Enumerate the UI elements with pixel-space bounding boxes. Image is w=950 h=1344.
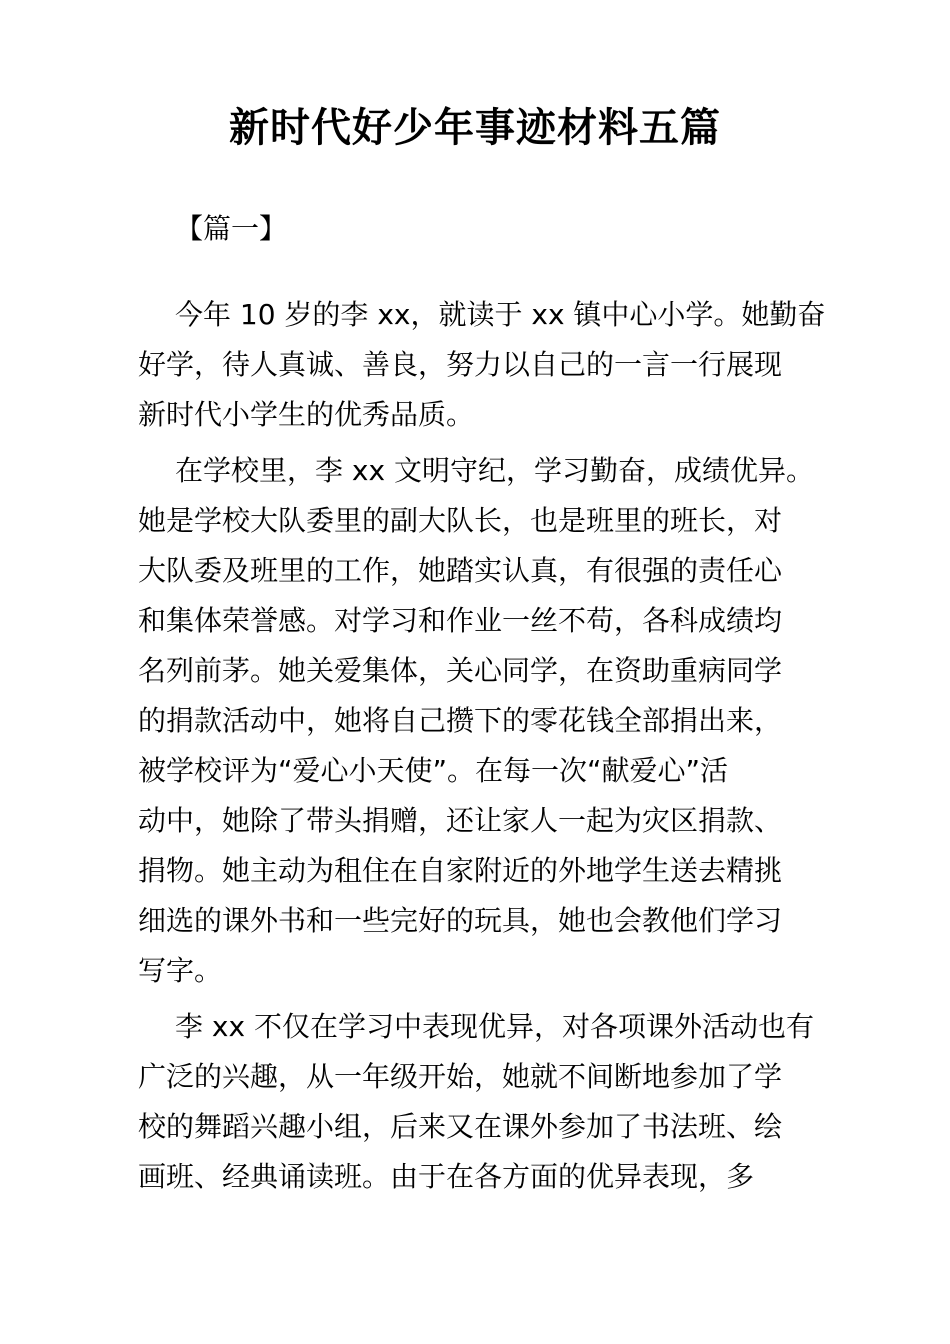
paragraph-line: 画班、经典诵读班。由于在各方面的优异表现，多 (138, 1160, 755, 1193)
paragraph-line: 今年 10 岁的李 xx，就读于 xx 镇中心小学。她勤奋 (175, 298, 826, 331)
paragraph-line: 大队委及班里的工作，她踏实认真，有很强的责任心 (138, 554, 783, 587)
paragraph-2 (138, 446, 828, 996)
paragraph-line: 细选的课外书和一些完好的玩具，她也会教他们学习 (138, 904, 783, 937)
paragraph-line: 好学，待人真诚、善良，努力以自己的一言一行展现 (138, 348, 783, 381)
paragraph-line: 在学校里，李 xx 文明守纪，学习勤奋，成绩优异。 (175, 454, 814, 487)
paragraph-line: 李 xx 不仅在学习中表现优异，对各项课外活动也有 (175, 1010, 814, 1043)
paragraph-3 (138, 1002, 828, 1202)
paragraph-line: 动中，她除了带头捐赠，还让家人一起为灾区捐款、 (138, 804, 783, 837)
paragraph-line: 的捐款活动中，她将自己攒下的零花钱全部捐出来， (138, 704, 783, 737)
paragraph-1 (138, 290, 828, 440)
paragraph-line: 名列前茅。她关爱集体，关心同学，在资助重病同学 (138, 654, 783, 687)
paragraph-line: 校的舞蹈兴趣小组，后来又在课外参加了书法班、绘 (138, 1110, 783, 1143)
paragraph-line: 广泛的兴趣，从一年级开始，她就不间断地参加了学 (138, 1060, 783, 1093)
section-heading: 【篇一】 (175, 212, 288, 245)
paragraph-line: 写字。 (138, 954, 223, 987)
paragraph-line: 被学校评为“爱心小天使”。在每一次“献爱心”活 (138, 754, 729, 787)
paragraph-line: 新时代小学生的优秀品质。 (138, 398, 475, 431)
paragraph-line: 捐物。她主动为租住在自家附近的外地学生送去精挑 (138, 854, 783, 887)
paragraph-line: 和集体荣誉感。对学习和作业一丝不苟，各科成绩均 (138, 604, 783, 637)
document-title: 新时代好少年事迹材料五篇 (229, 105, 721, 151)
paragraph-line: 她是学校大队委里的副大队长，也是班里的班长，对 (138, 504, 783, 537)
